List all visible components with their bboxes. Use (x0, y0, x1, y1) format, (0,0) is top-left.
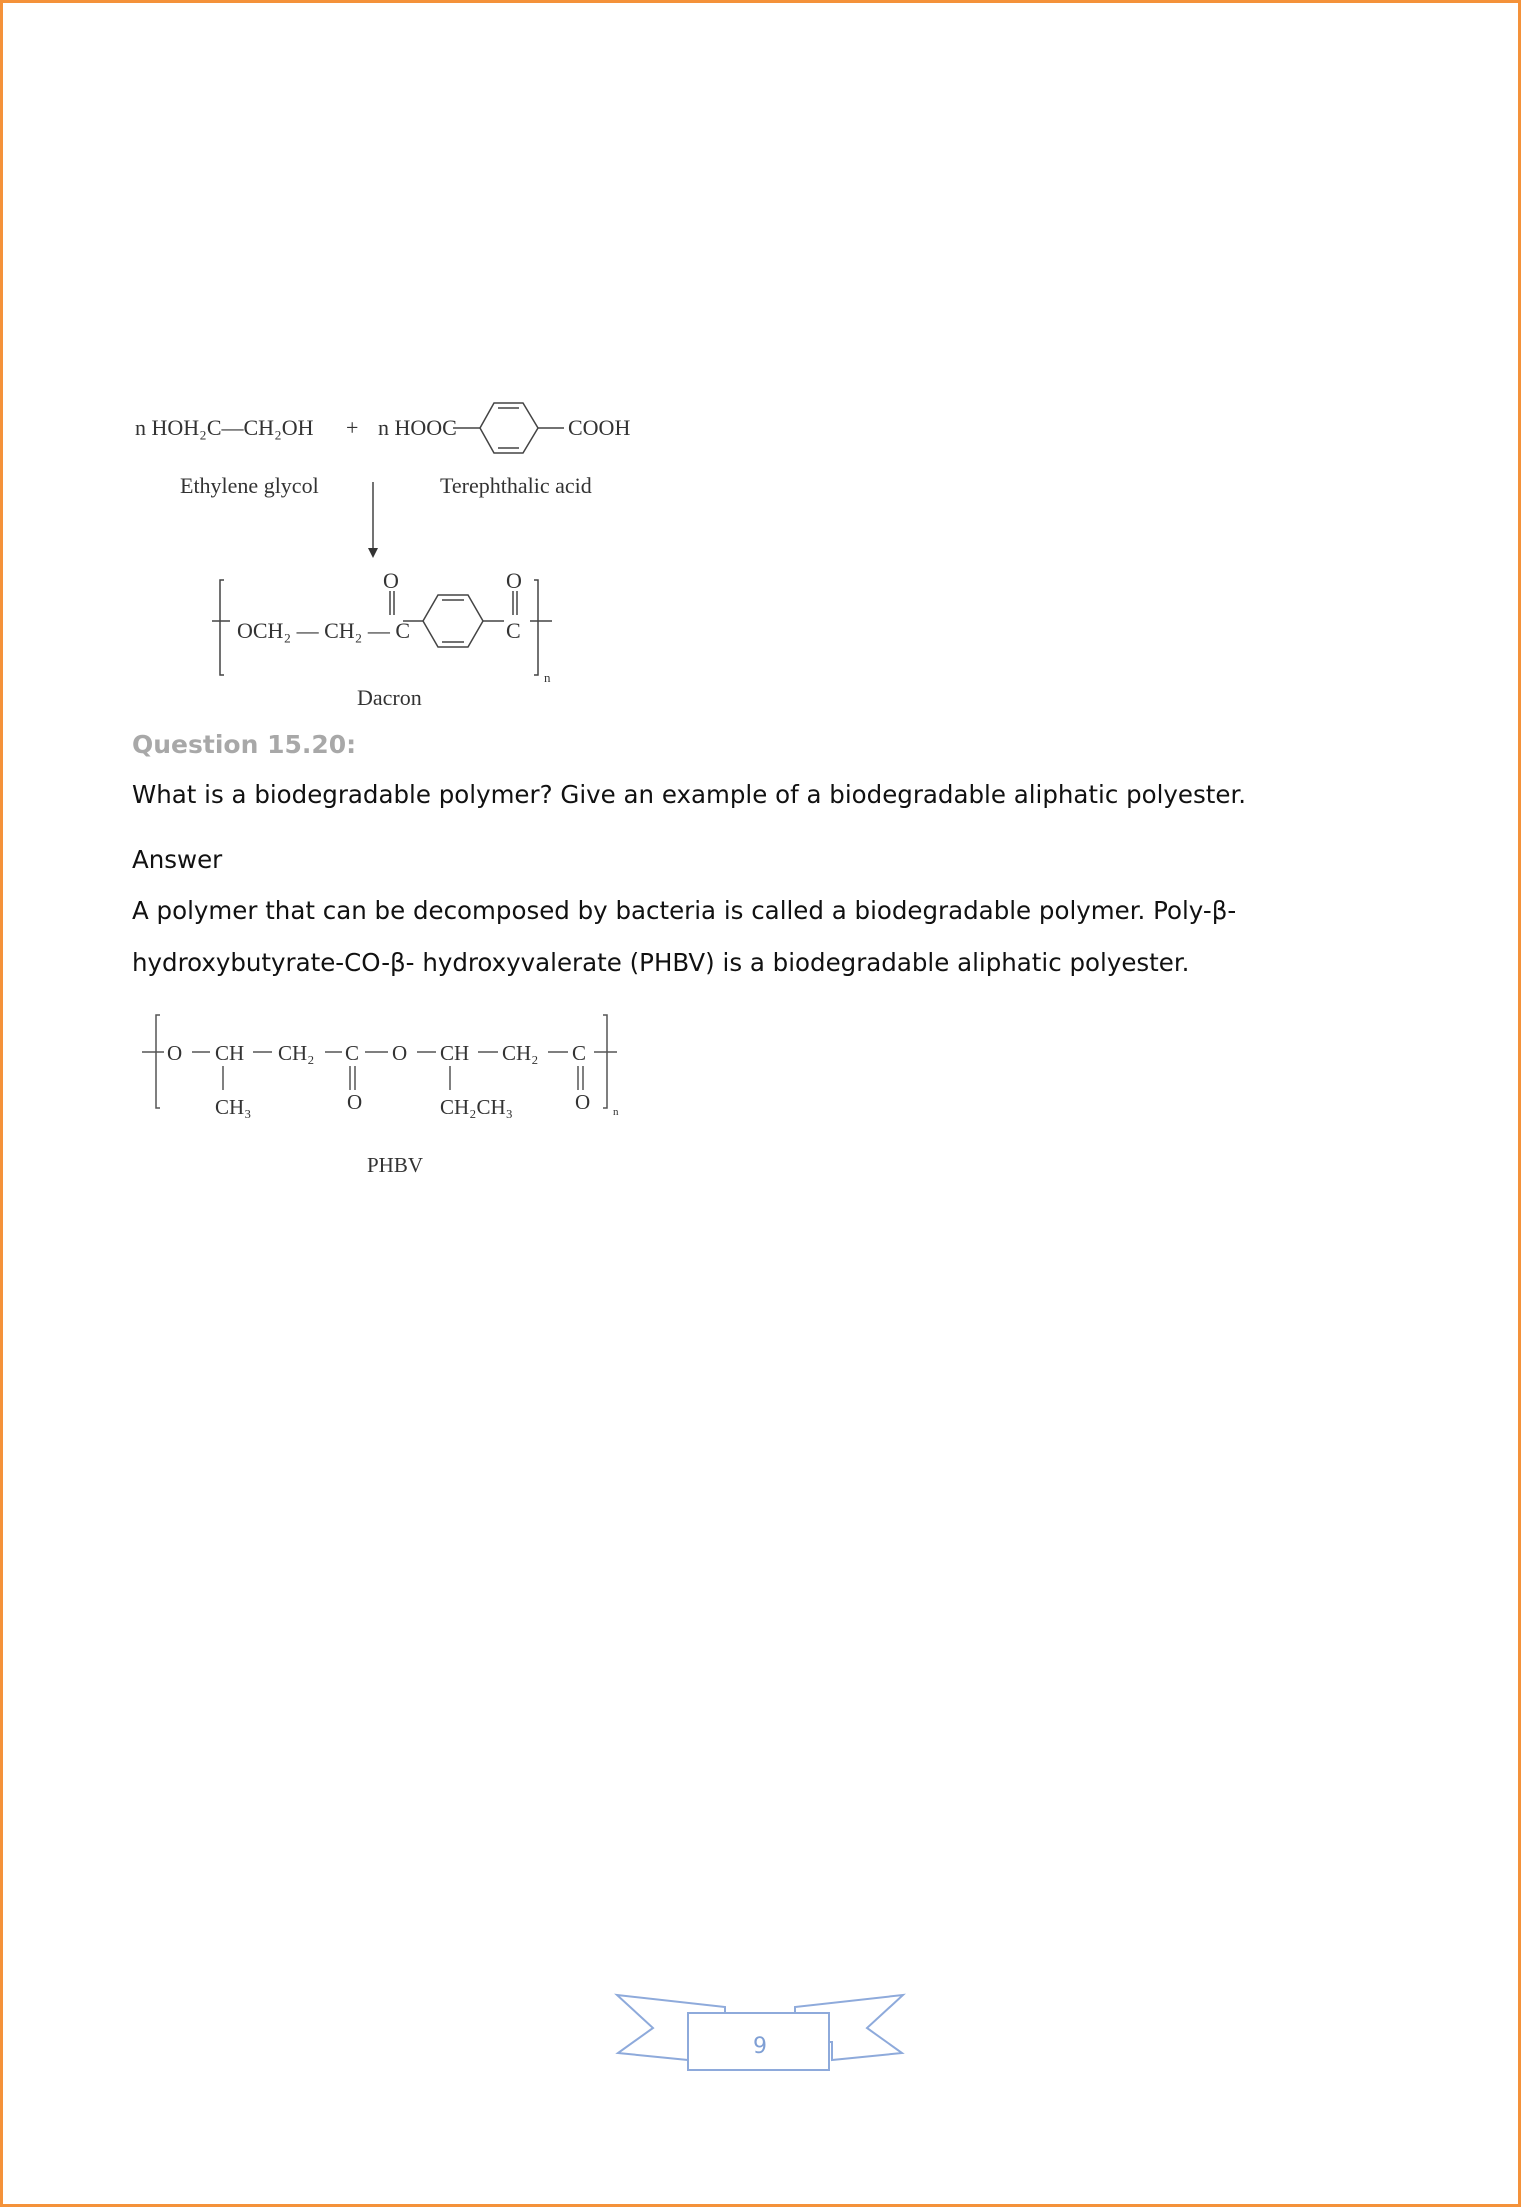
atom-label: O (347, 1090, 363, 1114)
phbv-label: PHBV (367, 1153, 424, 1177)
answer-label: Answer (132, 845, 223, 874)
question-heading: Question 15.20: (132, 730, 357, 759)
answer-line-1: A polymer that can be decomposed by bacteria is called a biodegradable polymer. Poly-β- (132, 896, 1237, 925)
carbonyl-o: O (506, 568, 522, 593)
dacron-reaction-figure (120, 390, 740, 720)
ethylene-glycol-label: Ethylene glycol (180, 473, 319, 498)
repeat-n: n (544, 670, 551, 685)
atom-label: O (167, 1041, 183, 1065)
terephthalic-acid-label: Terephthalic acid (440, 473, 592, 498)
atom-label: C (345, 1041, 360, 1065)
atom-label: C (572, 1041, 587, 1065)
carbonyl-c: C (506, 618, 521, 643)
terephthalic-right: COOH (568, 415, 631, 440)
dacron-label: Dacron (357, 685, 422, 710)
atom-label: CH (215, 1041, 245, 1065)
ethylene-glycol-formula: n HOH₂C—CH₂OH (135, 415, 314, 440)
repeat-n: n (613, 1106, 619, 1118)
page-number: 9 (753, 2034, 767, 2059)
atom-label: O (392, 1041, 408, 1065)
plus-sign: + (346, 415, 359, 440)
atom-label: CH₂ (502, 1041, 539, 1065)
answer-line-2: hydroxybutyrate-CO-β- hydroxyvalerate (PHBV) is a biodegradable aliphatic polyester. (132, 948, 1190, 977)
atom-label: CH₂ (278, 1041, 315, 1065)
question-text: What is a biodegradable polymer? Give an example of a biodegradable aliphatic polyester. (132, 780, 1247, 809)
dacron-chain: OCH₂ — CH₂ — C (237, 618, 411, 643)
phbv-structure-figure (120, 1000, 720, 1200)
atom-label: O (575, 1090, 591, 1114)
carbonyl-o: O (383, 568, 399, 593)
page-number-ribbon (600, 1980, 920, 2090)
atom-label: CH (440, 1041, 470, 1065)
terephthalic-left: n HOOC (378, 415, 457, 440)
atom-label: CH₃ (215, 1095, 252, 1119)
atom-label: CH₂CH₃ (440, 1095, 513, 1119)
